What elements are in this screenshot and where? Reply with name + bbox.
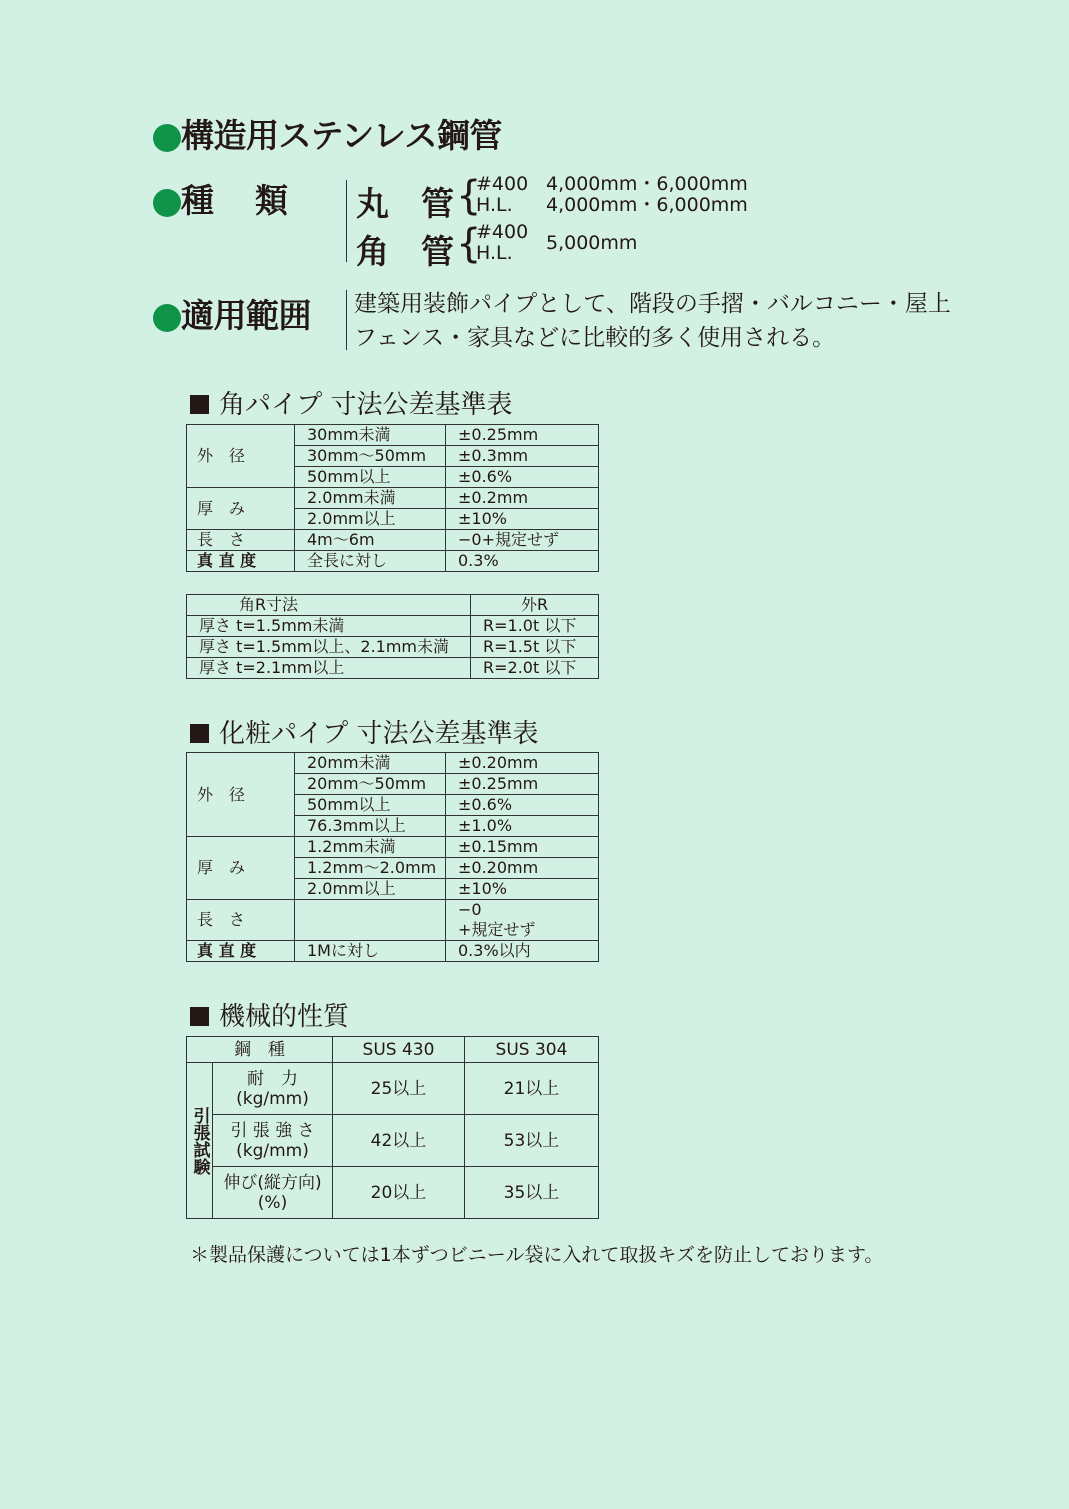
- types-heading: 種 類: [153, 175, 292, 222]
- scope-heading: 適用範囲: [153, 290, 311, 337]
- green-dot-icon: [153, 189, 181, 217]
- table-row: 1.2mm〜2.0mm ±0.20mm: [187, 858, 599, 879]
- brace: {: [456, 173, 482, 219]
- page-title: 構造用ステンレス鋼管: [153, 110, 502, 157]
- square-bullet-icon: [190, 1007, 209, 1026]
- table-row: 厚さ t=1.5mm以上、2.1mm未満 R=1.5t 以下: [187, 637, 599, 658]
- table-row: 50mm以上 ±0.6%: [187, 795, 599, 816]
- square-bullet-icon: [190, 724, 209, 743]
- table-row: 20mm〜50mm ±0.25mm: [187, 774, 599, 795]
- square-pipe-table: [186, 424, 599, 572]
- divider: [346, 290, 347, 350]
- square-length: 5,000mm: [546, 232, 638, 254]
- square-pipe-label: 角 管: [356, 232, 454, 271]
- square-finishes: #400 H.L.: [476, 221, 529, 264]
- table-row: 30mm〜50mm ±0.3mm: [187, 446, 599, 467]
- decor-pipe-table: [186, 752, 599, 962]
- green-dot-icon: [153, 124, 181, 152]
- round-pipe-label: 丸 管: [356, 184, 454, 223]
- table-row: 厚 み 2.0mm未満 ±0.2mm: [187, 488, 599, 509]
- table-row: 76.3mm以上 ±1.0%: [187, 816, 599, 837]
- table-row: 外 径 20mm未満 ±0.20mm: [187, 753, 599, 774]
- divider: [346, 180, 347, 262]
- green-dot-icon: [153, 304, 181, 332]
- table-row: 厚さ t=2.1mm以上 R=2.0t 以下: [187, 658, 599, 679]
- table-row: 引 張 強 さ (kg/mm) 42以上 53以上: [187, 1115, 599, 1167]
- round-lengths: 4,000mm・6,000mm 4,000mm・6,000mm: [546, 173, 748, 216]
- mech-title: 機械的性質: [190, 996, 349, 1033]
- brace: {: [456, 221, 482, 267]
- scope-text: 建築用装飾パイプとして、階段の手摺・バルコニー・屋上 フェンス・家具などに比較的多く使用される。: [354, 291, 951, 351]
- corner-r-table: [186, 594, 599, 679]
- table-row: 2.0mm以上 ±10%: [187, 509, 599, 530]
- table-row: 厚さ t=1.5mm未満 R=1.0t 以下: [187, 616, 599, 637]
- footnote: ＊製品保護については1本ずつビニール袋に入れて取扱キズを防止しております。: [190, 1244, 884, 1266]
- table-row: 真 直 度 全長に対し 0.3%: [187, 551, 599, 572]
- table-row: 2.0mm以上 ±10%: [187, 879, 599, 900]
- table-row: 長 さ −0 +規定せず: [187, 900, 599, 941]
- square-bullet-icon: [190, 395, 209, 414]
- mech-table: [186, 1036, 599, 1219]
- table-row: 50mm以上 ±0.6%: [187, 467, 599, 488]
- table-row: 外 径 30mm未満 ±0.25mm: [187, 425, 599, 446]
- table-row: 長 さ 4m〜6m −0+規定せず: [187, 530, 599, 551]
- decor-pipe-title: 化粧パイプ 寸法公差基準表: [190, 713, 539, 750]
- table-row: 厚 み 1.2mm未満 ±0.15mm: [187, 837, 599, 858]
- table-row: 引張試験 耐 力 (kg/mm) 25以上 21以上: [187, 1063, 599, 1115]
- table-row: 真 直 度 1Mに対し 0.3%以内: [187, 941, 599, 962]
- table-row: 鋼 種 SUS 430 SUS 304: [187, 1037, 599, 1063]
- table-row: 伸び(縦方向) (%) 20以上 35以上: [187, 1167, 599, 1219]
- round-finishes: #400 H.L.: [476, 173, 529, 216]
- square-pipe-title: 角パイプ 寸法公差基準表: [190, 384, 513, 421]
- table-row: 角R寸法 外R: [187, 595, 599, 616]
